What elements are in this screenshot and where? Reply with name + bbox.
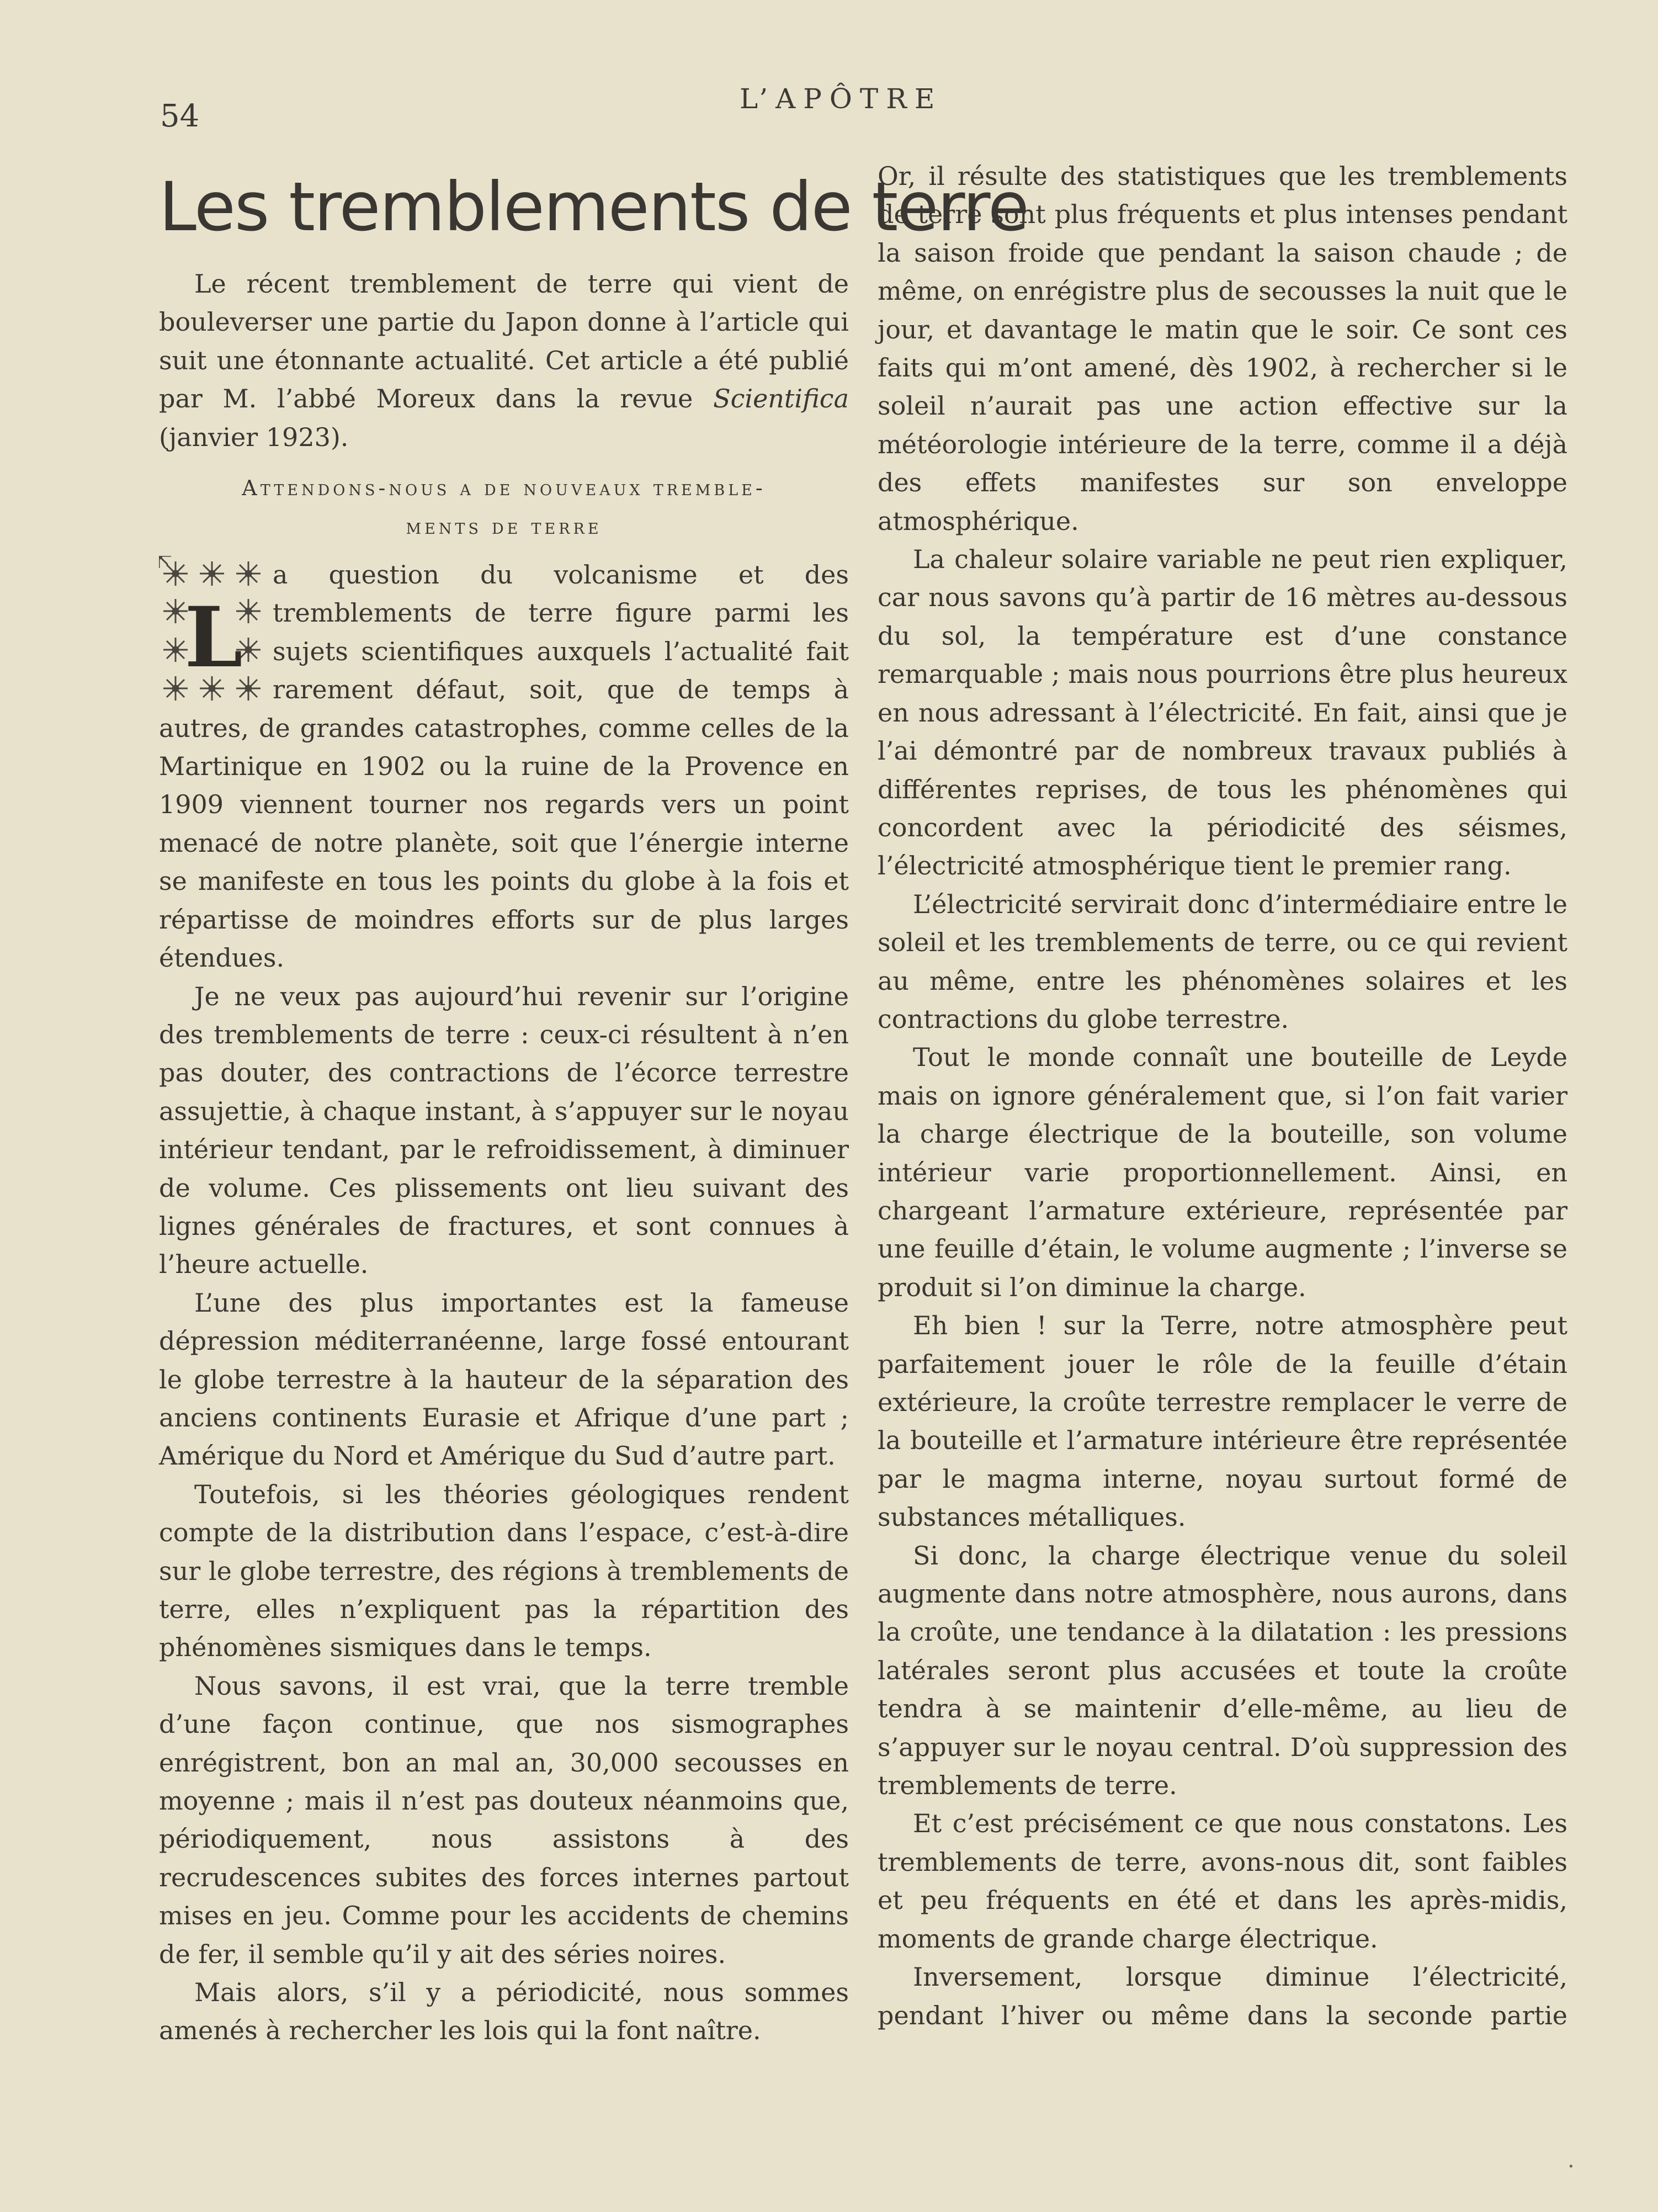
intro-paragraph: [159, 265, 849, 457]
paragraph-5: Nous savons, il est vrai, que la terre tremble d’une façon continue, que nos sismographes enrégistrent, bon an mal an, 30,000 secousses en moyenne ; mais il n’est pas douteux néanmoins que, périodiquement, nous assistons à des recrudescences subites des forces internes partout mises en jeu. Comme pour les accidents de chemins de fer, il semble qu’il y ait des séries noires.: [159, 1670, 849, 1969]
section-heading-line2: ments de terre: [406, 514, 602, 539]
paragraph-3: L’une des plus importantes est la fameuse dépression méditerranéenne, large fossé entourant le globe terrestre à la hauteur de la séparation des anciens continents Eurasie et Afrique d’une part ; Amérique du Nord et Amérique du Sud d’autre part.: [159, 1287, 849, 1471]
dropcap-paragraph: [159, 556, 849, 977]
intro-date: (janvier 1923).: [159, 422, 349, 452]
paragraph-r4: Tout le monde connaît une bouteille de Leyde mais on ignore généralement que, si l’on fait varier la charge électrique de la bouteille, son volume intérieur varie proportionnellement. Ainsi, en chargeant l’armature extérieure, représentée par une feuille d’étain, le volume augmente ; l’inverse se produit si l’on diminue la charge.: [878, 1042, 1567, 1302]
paragraph-r5: Eh bien ! sur la Terre, notre atmosphère peut parfaitement jouer le rôle de la feuille d’étain extérieure, la croûte terrestre remplacer le verre de la bouteille et l’armature intérieure être représentée par le magma interne, noyau surtout formé de substances métalliques.: [878, 1311, 1567, 1532]
paragraph-6: Mais alors, s’il y a périodicité, nous sommes amenés à rechercher les lois qui la font naître.: [159, 1977, 849, 2046]
ornamental-dropcap: [159, 556, 268, 706]
left-column: [159, 160, 1028, 2050]
paragraph-r2: La chaleur solaire variable ne peut rien expliquer, car nous savons qu’à partir de 16 mètres au-dessous du sol, la température est d’une constance remarquable ; mais nous pourrions être plus heureux en nous adressant à l’électricité. En fait, ainsi que je l’ai démontré par de nombreux travaux publiés à différentes reprises, de tous les phénomènes qui concordent avec la périodicité des séismes, l’électricité atmosphérique tient le premier rang.: [878, 544, 1567, 881]
paragraph-4: Toutefois, si les théories géologiques rendent compte de la distribution dans l’espace, c’est-à-dire sur le globe terrestre, des régions à tremblements de terre, elles n’expliquent pas la répartition des phénomènes sismiques dans le temps.: [159, 1479, 849, 1663]
paragraph-r3: L’électricité servirait donc d’intermédiaire entre le soleil et les tremblements de terre, ou ce qui revient au même, entre les phénomènes solaires et les contractions du globe terrestre.: [878, 889, 1567, 1034]
dropcap-letter: L: [184, 589, 243, 687]
section-heading-line1: Attendons-nous a de nouveaux tremble-: [242, 476, 766, 501]
paragraph-r1: Or, il résulte des statistiques que les tremblements de terre sont plus fréquents et plus intenses pendant la saison froide que pendant la saison chaude ; de même, on enrégistre plus de secousses la nuit que le jour, et davantage le matin que le soir. Ce sont ces faits qui m’ont amené, dès 1902, à rechercher si le soleil n’aurait pas une action effective sur la météorologie intérieure de la terre, comme il a déjà des effets manifestes sur son enveloppe atmosphérique.: [878, 161, 1567, 536]
paragraph-r8: Inversement, lorsque diminue l’électricité, pendant l’hiver ou même dans la seconde partie: [878, 1962, 1567, 2030]
section-heading: [159, 469, 849, 546]
journal-name: Scientifica: [713, 384, 849, 414]
intro-text: Le récent tremblement de terre qui vient de bouleverser une partie du Japon donne à l’article qui suit une étonnante actualité. Cet article a été publié par M. l’abbé Moreux dans la revue: [159, 269, 849, 414]
right-column: [878, 157, 1567, 2035]
footer-mark: .: [1567, 2147, 1575, 2173]
running-title: L’APÔTRE: [740, 83, 943, 115]
paragraph-1: a question du volcanisme et des tremblements de terre figure parmi les sujets scientifiques auxquels l’actualité fait rarement défaut, soit, que de temps à autres, de grandes catastrophes, comme celles de la Martinique en 1902 ou la ruine de la Provence en 1909 viennent tourner nos regards vers un point menacé de notre planète, soit que l’énergie interne se manifeste en tous les points du globe à la fois et répartisse de moindres efforts sur de plus larges étendues.: [159, 560, 849, 973]
paragraph-2: Je ne veux pas aujourd’hui revenir sur l’origine des tremblements de terre : ceux-ci résultent à n’en pas douter, des contractions de l’écorce terrestre assujettie, à chaque instant, à s’appuyer sur le noyau intérieur tendant, par le refroidissement, à diminuer de volume. Ces plissements ont lieu suivant des lignes générales de fractures, et sont connues à l’heure actuelle.: [159, 981, 849, 1280]
page-number: 54: [160, 98, 200, 134]
article-title: Les tremblements de terre: [159, 168, 1028, 246]
dropcap-ornament-icon: [159, 556, 268, 706]
paragraph-r7: Et c’est précisément ce que nous constatons. Les tremblements de terre, avons-nous dit, sont faibles et peu fréquents en été et dans les après-midis, moments de grande charge électrique.: [878, 1808, 1567, 1954]
paragraph-r6: Si donc, la charge électrique venue du soleil augmente dans notre atmosphère, nous aurons, dans la croûte, une tendance à la dilatation : les pressions latérales seront plus accusées et toute la croûte tendra à se maintenir d’elle-même, au lieu de s’appuyer sur le noyau central. D’où suppression des tremblements de terre.: [878, 1540, 1567, 1801]
